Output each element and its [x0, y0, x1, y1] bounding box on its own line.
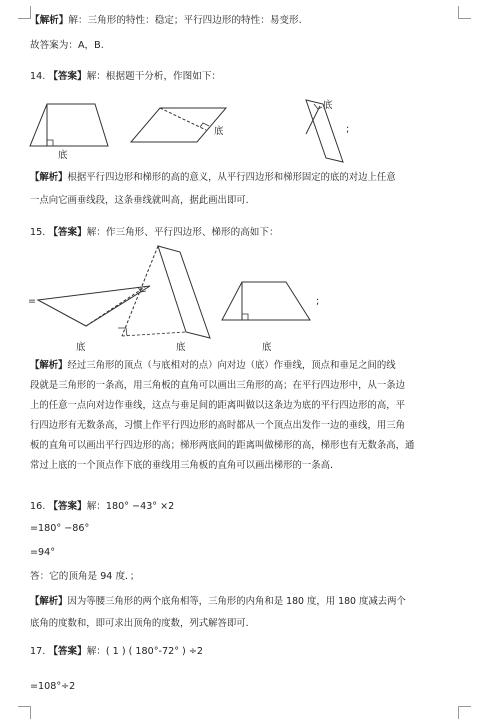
corner-mark-top-right	[458, 6, 471, 19]
q17-answer-line	[30, 645, 203, 659]
q14-base-label-2: 底	[214, 126, 224, 137]
q15-parallelogram	[118, 246, 210, 353]
q15-equals: =	[28, 296, 36, 307]
answer-text: 解：作三角形、平行四边形、梯形的高如下：	[86, 227, 279, 238]
question-number: 14.	[30, 71, 46, 82]
q15-trapezoid	[222, 282, 319, 353]
q16-analysis-line1	[30, 595, 406, 609]
analysis-line: 常过上底的一个顶点作下底的垂线用三角板的直角可以画出梯形的一条高.	[30, 460, 333, 471]
answer-text: 解：根据题干分析，作图如下：	[86, 71, 222, 82]
q14-analysis-line1	[30, 171, 396, 185]
q16-step1: =180° −86°	[30, 523, 90, 534]
analysis-line: 段就是三角形的一条高，用三角板的直角可以画出三角形的高；在平行四边形中，从一条边	[30, 380, 406, 391]
q16-final-answer: 答：它的顶角是 94 度．；	[30, 571, 140, 582]
answer-tag: 【答案】	[48, 71, 87, 82]
q15-semicolon: ;	[316, 296, 320, 307]
question-number: 15.	[30, 227, 46, 238]
q16-analysis-line2: 底角的度数和，即可求出顶角的度数，列式解答即可.	[30, 618, 249, 629]
q15-analysis	[30, 356, 460, 476]
analysis-line: 上的任意一点向对边作垂线，这点与垂足间的距离叫做以这条边为底的平行四边形的高，平	[30, 400, 406, 411]
answer-text: 解：180° −43° ×2	[86, 501, 175, 512]
answer-tag: 【答案】	[48, 227, 87, 238]
q14-parallelogram-2	[306, 99, 349, 162]
q15-answer-line	[30, 226, 279, 240]
corner-mark-bottom-right	[458, 706, 471, 719]
q15-base-label-1: 底	[76, 342, 86, 353]
q15-figures	[0, 242, 489, 357]
q13-analysis	[30, 14, 302, 28]
q16-step2: =94°	[30, 547, 56, 558]
q14-base-label-1: 底	[58, 150, 68, 161]
q15-base-label-3: 底	[262, 342, 272, 353]
analysis-line: 板的直角可以画出平行四边形的高；梯形两底间的距离叫做梯形的高，梯形也有无数条高，通	[30, 440, 415, 451]
q17-step1: =108°÷2	[30, 681, 76, 692]
analysis-tag: 【解析】	[30, 596, 68, 607]
q14-answer-line	[30, 70, 221, 84]
q14-semicolon: ;	[346, 124, 350, 135]
analysis-tag: 【解析】	[30, 15, 69, 26]
answer-tag: 【答案】	[48, 646, 87, 657]
answer-text: 解：( 1 ) ( 180°-72° ) ÷2	[86, 646, 203, 657]
corner-mark-bottom-left	[18, 706, 31, 719]
analysis-line: 行四边形有无数条高，习惯上作平行四边形的高时都从一个顶点出发作一边的垂线，用三角	[30, 420, 406, 431]
analysis-line: 【解析】经过三角形的顶点（与底相对的点）向对边（底）作垂线，顶点和垂足之间的线	[30, 360, 396, 371]
q13-answer: 故答案为：A，B.	[30, 40, 104, 51]
analysis-text: 因为等腰三角形的两个底角相等，三角形的内角和是 180 度，用 180 度减去两个	[67, 596, 406, 607]
question-number: 16.	[30, 501, 46, 512]
q15-base-label-2: 底	[176, 342, 186, 353]
q15-triangle	[38, 286, 150, 353]
q14-trapezoid	[30, 104, 108, 161]
q14-base-label-3: 底	[323, 100, 333, 111]
analysis-text: 根据平行四边形和梯形的高的意义，从平行四边形和梯形固定的底的对边上任意	[67, 172, 396, 183]
q16-answer-line	[30, 500, 174, 514]
analysis-text: 解：三角形的特性：稳定；平行四边形的特性：易变形.	[68, 15, 302, 26]
answer-tag: 【答案】	[48, 501, 87, 512]
q14-parallelogram	[131, 108, 226, 142]
q14-analysis-line2: 一点向它画垂线段，这条垂线就叫高，据此画出即可.	[30, 195, 249, 206]
question-number: 17.	[30, 646, 46, 657]
analysis-tag: 【解析】	[30, 360, 68, 371]
analysis-tag: 【解析】	[30, 172, 68, 183]
